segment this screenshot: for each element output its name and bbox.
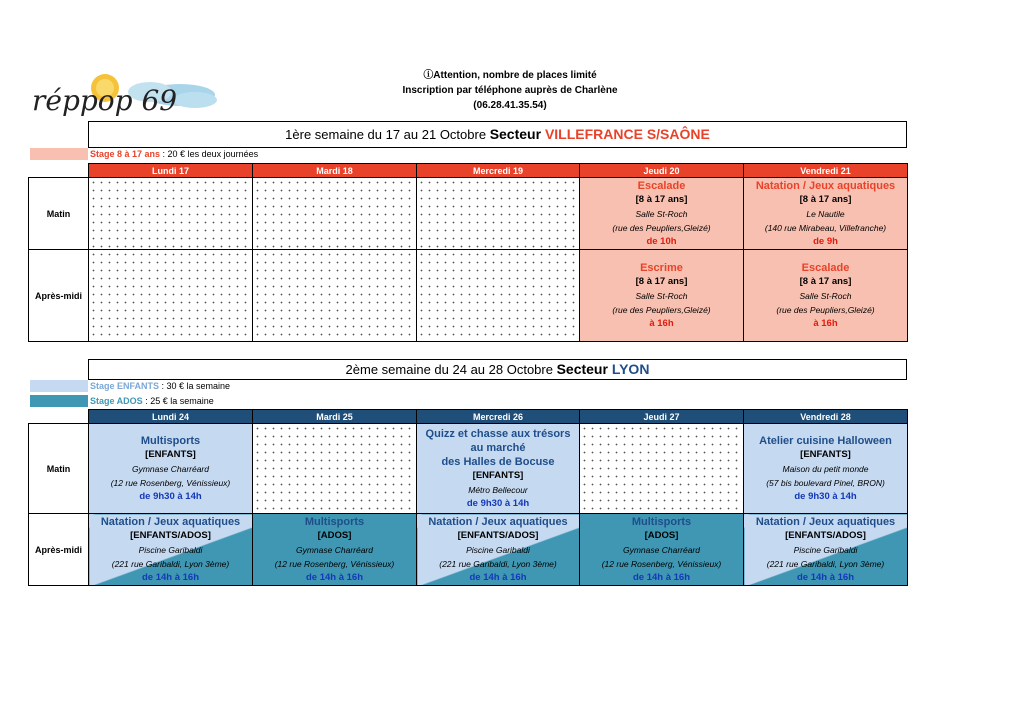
week1-empty-cell: [417, 250, 580, 342]
activity-group: [ENFANTS/ADOS]: [785, 529, 866, 541]
week2-row-matin: Matin: [29, 424, 89, 514]
week2-day-lundi: Lundi 24: [89, 410, 253, 424]
activity-time: de 14h à 16h: [305, 571, 364, 583]
activity-name: Multisports: [304, 515, 365, 528]
activity-name: Atelier cuisine Halloween: [759, 434, 892, 447]
week2-empty-cell: [253, 424, 417, 514]
week2-title-text: 2ème semaine du 24 au 28 Octobre: [345, 362, 557, 377]
activity-name: Escalade: [801, 261, 850, 274]
week1-day-vendredi: Vendredi 21: [744, 164, 908, 178]
week1-cell-jeudi-apres-midi: [580, 250, 744, 342]
activity-age: [8 à 17 ans]: [635, 193, 688, 205]
activity-time: de 14h à 16h: [469, 571, 527, 583]
notice: [340, 68, 680, 113]
week2-legend-enfants: [90, 380, 230, 392]
activity-group: [ENFANTS]: [145, 448, 196, 460]
activity-time: de 14h à 16h: [796, 571, 855, 583]
activity-name: Natation / Jeux aquatiques: [100, 515, 241, 528]
week1-day-jeudi: Jeudi 20: [580, 164, 744, 178]
activity-address: (140 rue Mirabeau, Villefranche): [764, 222, 887, 233]
week1-row-matin: Matin: [29, 178, 89, 250]
week2-day-jeudi: Jeudi 27: [580, 410, 744, 424]
activity-group: [ENFANTS]: [472, 469, 524, 481]
week2-cell-vendredi-matin: [744, 424, 908, 514]
activity-time: de 9h30 à 14h: [139, 490, 202, 502]
activity-age: [8 à 17 ans]: [799, 275, 852, 287]
activity-address: (rue des Peupliers,Gleizé): [776, 304, 875, 315]
activity-address: (221 rue Garibaldi, Lyon 3ème): [766, 558, 885, 569]
activity-place: Gymnase Charréard: [295, 544, 373, 555]
week1-cell-jeudi-matin: [580, 178, 744, 250]
activity-place: Le Nautile: [806, 208, 845, 219]
week1-sector-label: Secteur: [489, 126, 545, 142]
activity-name: au marché: [470, 441, 526, 454]
activity-group: [ENFANTS/ADOS]: [457, 529, 539, 541]
week1-row-apres-midi: Après-midi: [29, 250, 89, 342]
activity-time: de 14h à 16h: [632, 571, 691, 583]
activity-place: Piscine Garibaldi: [138, 544, 203, 555]
activity-time: de 9h: [813, 235, 838, 247]
week1-legend-swatch: [30, 148, 88, 160]
notice-line-2: Inscription par téléphone auprès de Charlène: [402, 85, 618, 96]
week2-legend-ados-rest: : 25 € la semaine: [142, 396, 214, 406]
week1-legend: [90, 148, 258, 160]
week1-cell-vendredi-apres-midi: [744, 250, 908, 342]
activity-age: [8 à 17 ans]: [799, 193, 852, 205]
activity-address: (rue des Peupliers,Gleizé): [612, 304, 711, 315]
activity-group: [ADOS]: [644, 529, 679, 541]
week1-corner: [29, 164, 89, 178]
activity-name: Multisports: [140, 434, 201, 447]
week2-cell-mardi-apres-midi: [253, 514, 417, 586]
activity-place: Salle St-Roch: [799, 290, 852, 301]
week2-cell-lundi-matin: [89, 424, 253, 514]
activity-address: (12 rue Rosenberg, Vénissieux): [110, 477, 231, 488]
activity-place: Gymnase Charréard: [131, 463, 209, 474]
notice-line-3: (06.28.41.35.54): [473, 100, 547, 111]
activity-name: Natation / Jeux aquatiques: [755, 179, 896, 192]
week2-legend-ados: [90, 395, 214, 407]
activity-address: (57 bis boulevard Pinel, BRON): [766, 477, 885, 488]
activity-place: Salle St-Roch: [635, 290, 688, 301]
activity-group: [ADOS]: [317, 529, 352, 541]
week2-day-mercredi: Mercredi 26: [417, 410, 580, 424]
week2-sector-name: LYON: [611, 361, 650, 377]
week2-cell-lundi-apres-midi: [89, 514, 253, 586]
activity-address: (rue des Peupliers,Gleizé): [612, 222, 711, 233]
activity-time: de 10h: [646, 235, 677, 247]
week2-empty-cell: [580, 424, 744, 514]
activity-time: à 16h: [649, 317, 674, 329]
week2-legend-swatch-enfants: [30, 380, 88, 392]
week1-empty-cell: [253, 250, 417, 342]
activity-name: des Halles de Bocuse: [441, 455, 555, 468]
week1-legend-label: Stage 8 à 17 ans: [90, 149, 161, 159]
activity-name: Quizz et chasse aux trésors: [425, 427, 571, 440]
week1-day-mercredi: Mercredi 19: [417, 164, 580, 178]
activity-name: Multisports: [631, 515, 692, 528]
week1-sector-name: VILLEFRANCE S/SAÔNE: [544, 126, 710, 142]
activity-name: Natation / Jeux aquatiques: [755, 515, 896, 528]
week2-legend-enfants-rest: : 30 € la semaine: [159, 381, 231, 391]
activity-address: (221 rue Garibaldi, Lyon 3ème): [439, 558, 557, 569]
week1-empty-cell: [417, 178, 580, 250]
week1-title-text: 1ère semaine du 17 au 21 Octobre: [285, 127, 490, 142]
week1-cell-vendredi-matin: [744, 178, 908, 250]
week2-corner: [29, 410, 89, 424]
activity-place: Piscine Garibaldi: [793, 544, 858, 555]
week2-legend-enfants-label: Stage ENFANTS: [90, 381, 160, 391]
activity-age: [8 à 17 ans]: [635, 275, 688, 287]
activity-group: [ENFANTS]: [800, 448, 851, 460]
activity-time: de 14h à 16h: [141, 571, 200, 583]
week2-cell-jeudi-apres-midi: [580, 514, 744, 586]
week2-day-vendredi: Vendredi 28: [744, 410, 908, 424]
activity-time: de 9h30 à 14h: [794, 490, 857, 502]
week2-row-apres-midi: Après-midi: [29, 514, 89, 586]
activity-time: à 16h: [813, 317, 838, 329]
activity-name: Natation / Jeux aquatiques: [428, 515, 568, 528]
week1-day-lundi: Lundi 17: [89, 164, 253, 178]
week1-day-mardi: Mardi 18: [253, 164, 417, 178]
activity-place: Piscine Garibaldi: [466, 544, 530, 555]
activity-time: de 9h30 à 14h: [466, 497, 530, 509]
week2-table: [28, 409, 908, 586]
week2-title: [88, 359, 907, 380]
week2-sector-label: Secteur: [556, 361, 612, 377]
week1-empty-cell: [89, 178, 253, 250]
activity-address: (12 rue Rosenberg, Vénissieux): [274, 558, 395, 569]
week1-table: [28, 163, 908, 342]
week1-title: [88, 121, 907, 148]
activity-address: (12 rue Rosenberg, Vénissieux): [601, 558, 722, 569]
activity-place: Maison du petit monde: [782, 463, 869, 474]
logo-text: réppop 69: [32, 84, 178, 117]
week2-cell-vendredi-apres-midi: [744, 514, 908, 586]
reppop-logo: [30, 70, 220, 120]
activity-address: (221 rue Garibaldi, Lyon 3ème): [111, 558, 230, 569]
week2-legend-ados-label: Stage ADOS: [90, 396, 143, 406]
week2-day-mardi: Mardi 25: [253, 410, 417, 424]
week1-empty-cell: [253, 178, 417, 250]
activity-name: Escalade: [637, 179, 686, 192]
activity-group: [ENFANTS/ADOS]: [130, 529, 211, 541]
activity-place: Métro Bellecour: [468, 484, 528, 495]
activity-place: Gymnase Charréard: [622, 544, 700, 555]
week2-cell-mercredi-matin: [417, 424, 580, 514]
week1-empty-cell: [89, 250, 253, 342]
week2-legend-swatch-ados: [30, 395, 88, 407]
activity-name: Escrime: [640, 261, 683, 274]
week2-cell-mercredi-apres-midi: [417, 514, 580, 586]
notice-line-1: ⓘAttention, nombre de places limité: [423, 70, 597, 81]
activity-place: Salle St-Roch: [635, 208, 688, 219]
week1-legend-rest: : 20 € les deux journées: [160, 149, 259, 159]
